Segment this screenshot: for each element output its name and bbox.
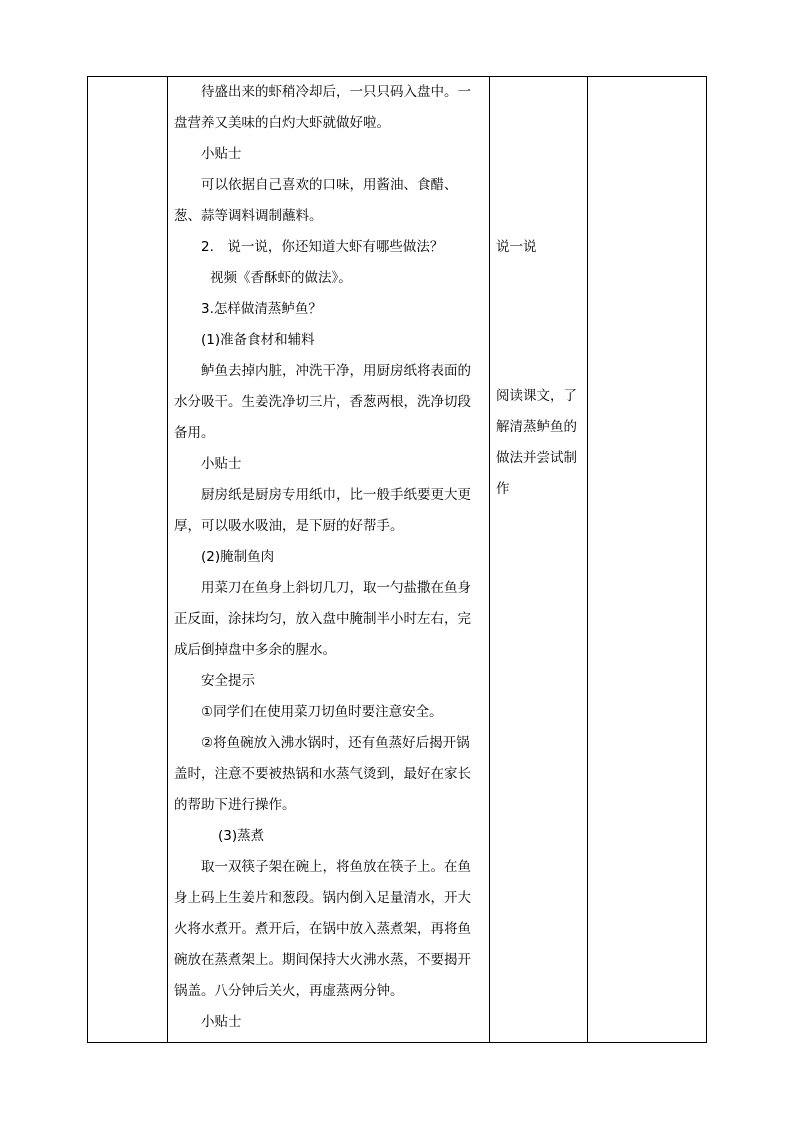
paragraph: 可以依据自己喜欢的口味，用酱油、食醋、葱、蒜等调料调制蘸料。 [174,177,458,224]
safety-item: ①同学们在使用菜刀切鱼时要注意安全。 [201,704,443,720]
paragraph: 取一双筷子架在碗上，将鱼放在筷子上。在鱼身上码上生姜片和葱段。锅内倒入足量清水，开大火将水煮开。煮开后，在锅中放入蒸煮架，再将鱼碗放在蒸煮架上。期间保持大火沸水蒸，不要揭开锅盖。八分钟后关火，再虚蒸两分钟。 [174,859,471,999]
safety-heading: 安全提示 [201,673,255,689]
section-heading: 3.怎样做清蒸鲈鱼？ [201,301,322,317]
video-reference: 视频《香酥虾的做法》。 [210,270,352,286]
activity-note: 阅读课文，了解清蒸鲈鱼的做法并尝试制作 [496,388,577,497]
left-empty-cell [88,77,167,1042]
teaching-content-cell [168,77,490,1042]
paragraph: 厨房纸是厨房专用纸巾，比一般手纸要更大更厚，可以吸水吸油，是下厨的好帮手。 [174,487,471,534]
safety-item: ②将鱼碗放入沸水锅时，还有鱼蒸好后揭开锅盖时，注意不要被热锅和水蒸气烫到，最好在家长的帮助下进行操作。 [174,735,471,813]
activity-note: 说一说 [496,239,537,255]
student-activity-cell [490,77,588,1042]
tip-heading: 小贴士 [201,456,242,472]
tip-heading: 小贴士 [201,1014,242,1030]
step-heading: (1)准备食材和辅料 [201,332,315,348]
question: 2. 说一说，你还知道大虾有哪些做法？ [201,239,444,255]
paragraph: 用菜刀在鱼身上斜切几刀，取一勺盐撒在鱼身正反面，涂抹均匀，放入盘中腌制半小时左右，完成后倒掉盘中多余的腥水。 [174,580,471,658]
right-empty-cell [588,77,706,1042]
paragraph: 鲈鱼去掉内脏，冲洗干净，用厨房纸将表面的水分吸干。生姜洗净切三片，香葱两根，洗净切段备用。 [174,363,471,441]
paragraph: 待盛出来的虾稍冷却后，一只只码入盘中。一盘营养又美味的白灼大虾就做好啦。 [174,84,471,131]
lesson-table [87,76,707,1043]
step-heading: (2)腌制鱼肉 [201,549,275,565]
tip-heading: 小贴士 [201,146,242,162]
step-heading: (3)蒸煮 [218,828,265,844]
